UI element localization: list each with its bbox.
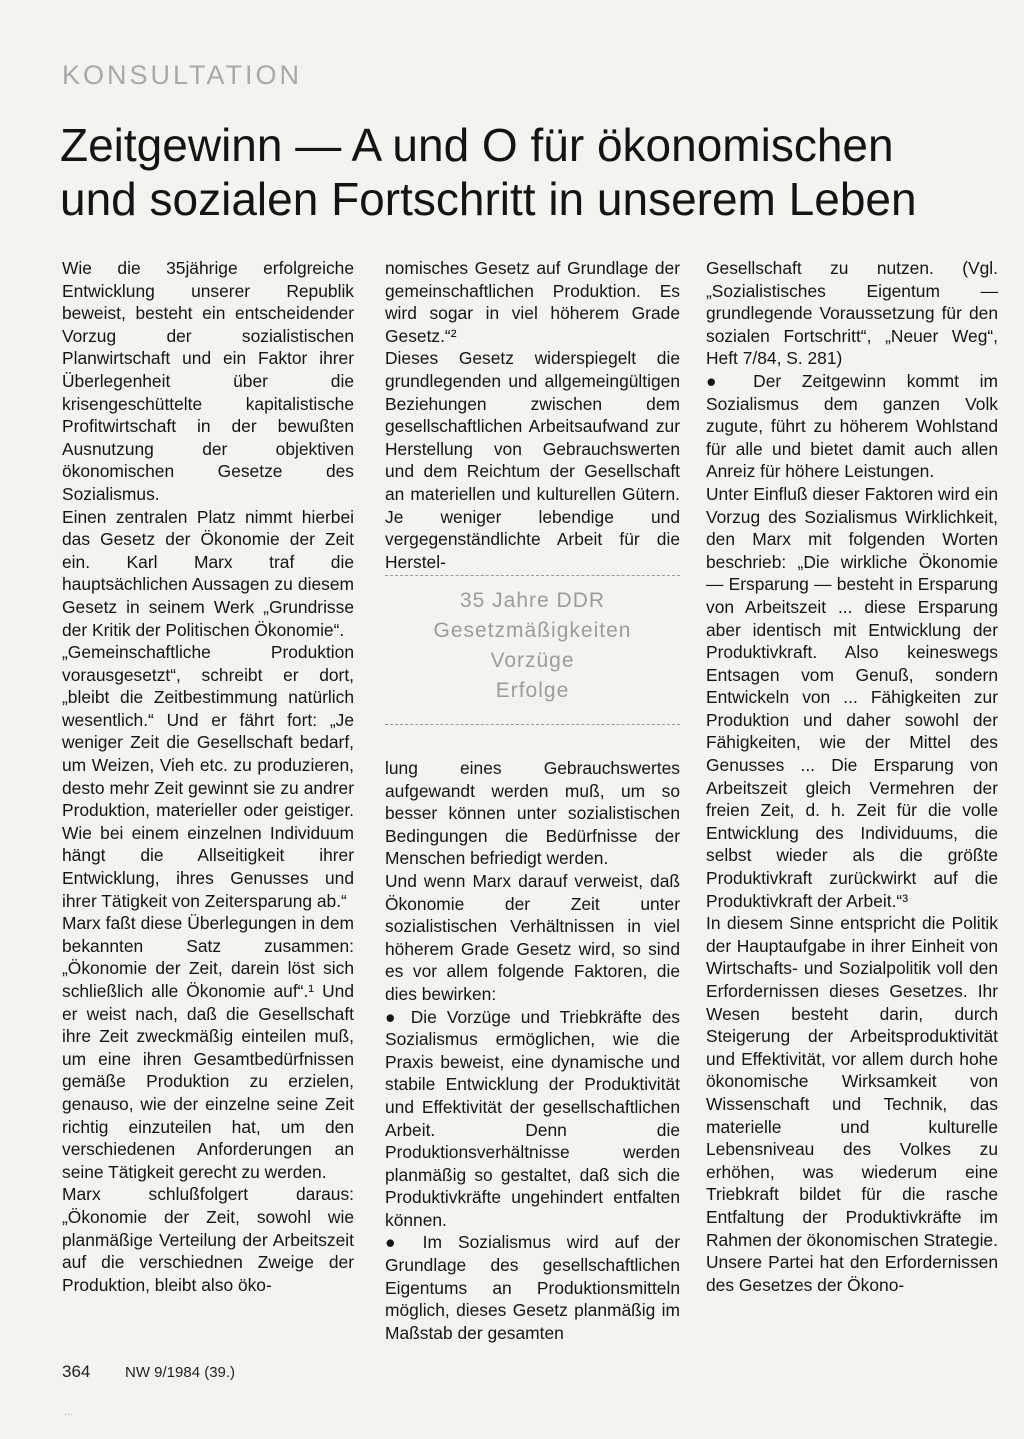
paragraph: Wie die 35jährige erfolgreiche Entwicklung unserer Republik beweist, besteht ein entscheidender Vorzug der sozialistischen Planwirtschaft und ein Faktor ihrer Überlegenheit über die krisengeschüttelte kapitalistische Profitwirtschaft in der bewußten Ausnutzung der objektiven ökonomischen Gesetze des Sozialismus. [62,258,354,504]
paragraph: Dieses Gesetz widerspiegelt die grundlegenden und allgemeingültigen Beziehungen zwischen dem gesellschaftlichen Arbeitsaufwand zur Herstellung von Gebrauchswerten und dem Reichtum der Gesellschaft an materiellen und kulturellen Gütern. Je weniger lebendige und vergegenständlichte Arbeit für die Herstel- [385,348,680,572]
paragraph: Unter Einfluß dieser Faktoren wird ein Vorzug des Sozialismus Wirklichkeit, den Marx mit folgenden Worten beschrieb: „Die wirkliche Ökonomie — Ersparung — besteht in Ersparung von Arbeitszeit ... diese Ersparung aber identisch mit Entwicklung der Produktivkraft. Also keineswegs Entsagen vom Genuß, sondern Entwickeln von ... Fähigkeiten zur Produktion und daher sowohl der Fähigkeiten, wie der Mittel des Genusses ... Die Ersparung von Arbeitszeit gleich Vermehren der freien Zeit, d. h. Zeit für die volle Entwicklung des Individuums, die selbst wieder als die größte Produktivkraft zurückwirkt auf die Produktivkraft der Arbeit.“³ [706,483,998,911]
paragraph: ● Die Vorzüge und Triebkräfte des Sozialismus ermöglichen, wie die Praxis beweist, eine dynamische und stabile Entwicklung der Produktivität und Effektivität der gesellschaftlichen Arbeit. Denn die Produktionsverhältnisse werden planmäßig so gestaltet, daß sich die Produktivkräfte ungehindert entfalten können. [385,1006,680,1230]
paragraph: nomisches Gesetz auf Grundlage der gemeinschaftlichen Produktion. Es wird sogar in viel höherem Grade Gesetz.“² [385,258,680,346]
stamp-line: Gesetzmäßigkeiten [433,619,632,642]
paragraph: Marx schlußfolgert daraus: „Ökonomie der Zeit, sowohl wie planmäßige Verteilung der Arbeitszeit auf die verschiednen Zweige der Produktion, bleibt also öko- [62,1184,354,1295]
stamp-box [385,575,680,725]
paragraph: Einen zentralen Platz nimmt hierbei das Gesetz der Ökonomie der Zeit ein. Karl Marx traf die hauptsächlichen Aussagen zu diesem Gesetz in seinem Werk „Grundrisse der Kritik der Politischen Ökonomie“. [62,506,354,640]
paragraph: Und wenn Marx darauf verweist, daß Ökonomie der Zeit unter sozialistischen Verhältnissen in viel höherem Grade Gesetz wird, so sind es vor allem folgende Faktoren, die dies bewirken: [385,870,680,1004]
page-number: 364 [62,1362,91,1381]
print-speck: ·‧· [64,1409,73,1419]
column-2-top [385,257,680,573]
paragraph: „Gemeinschaftliche Produktion vorausgesetzt“, schreibt er dort, „bleibt die Zeitbestimmung natürlich wesentlich.“ Und er fährt fort: „Je weniger Zeit die Gesellschaft bedarf, um Weizen, Vieh etc. zu produzieren, desto mehr Zeit gewinnt sie zu andrer Produktion, materieller oder geistiger. Wie bei einem einzelnen Individuum hängt die Allseitigkeit ihrer Entwicklung, ihres Genusses und ihrer Tätigkeit von Zeitersparung ab.“ [62,642,354,911]
column-1 [62,257,354,1296]
column-3 [706,257,998,1296]
paragraph: In diesem Sinne entspricht die Politik der Hauptaufgabe in ihrer Einheit von Wirtschafts- und Sozialpolitik voll den Erfordernissen dieses Gesetzes. Ihr Wesen besteht darin, durch Steigerung der Arbeitsproduktivität und Effektivität, vor allem durch hohe ökonomische Wirksamkeit von Wissenschaft und Technik, das materielle und kulturelle Lebensniveau des Volkes zu erhöhen, was wiederum eine Triebkraft bildet für die rasche Entfaltung der Produktivkräfte im Rahmen der ökonomischen Strategie. [706,913,998,1250]
paragraph: ● Im Sozialismus wird auf der Grundlage des gesellschaftlichen Eigentums an Produktionsmitteln möglich, dieses Gesetz planmäßig im Maßstab der gesamten [385,1232,680,1343]
paragraph: Gesellschaft zu nutzen. (Vgl. „Sozialistisches Eigentum — grundlegende Voraussetzung für den sozialen Fortschritt“, „Neuer Weg“, Heft 7/84, S. 281) [706,258,998,369]
paragraph: ● Der Zeitgewinn kommt im Sozialismus dem ganzen Volk zugute, führt zu höherem Wohlstand für alle und bietet damit auch allen Anreiz für höhere Leistungen. [706,370,998,482]
column-2-bottom [385,757,680,1344]
paragraph: lung eines Gebrauchswertes aufgewandt werden muß, um so besser können unter sozialistischen Bedingungen die Bedürfnisse der Menschen befriedigt werden. [385,758,680,869]
paragraph: Marx faßt diese Überlegungen in dem bekannten Satz zusammen: „Ökonomie der Zeit, darein löst sich schließlich alle Ökonomie auf“.¹ Und er weist nach, daß die Gesellschaft ihre Zeit zweckmäßig einteilen muß, um eine ihren Gesamtbedürfnissen gemäße Produktion zu erzielen, genauso, wie der einzelne seine Zeit richtig einzuteilen hat, um den verschiedenen Anforderungen an seine Tätigkeit gerecht zu werden. [62,913,354,1182]
article-title: Zeitgewinn — A und O für ökonomischen und sozialen Fortschritt in unserem Leben [60,119,917,225]
paragraph: Unsere Partei hat den Erfordernissen des Gesetzes der Ökono- [706,1252,998,1295]
section-kicker: KONSULTATION [62,60,303,90]
source-reference: NW 9/1984 (39.) [125,1364,236,1381]
stamp-line: Erfolge [495,679,570,702]
stamp-line: Vorzüge [490,649,575,672]
stamp-line: 35 Jahre DDR [459,589,606,612]
